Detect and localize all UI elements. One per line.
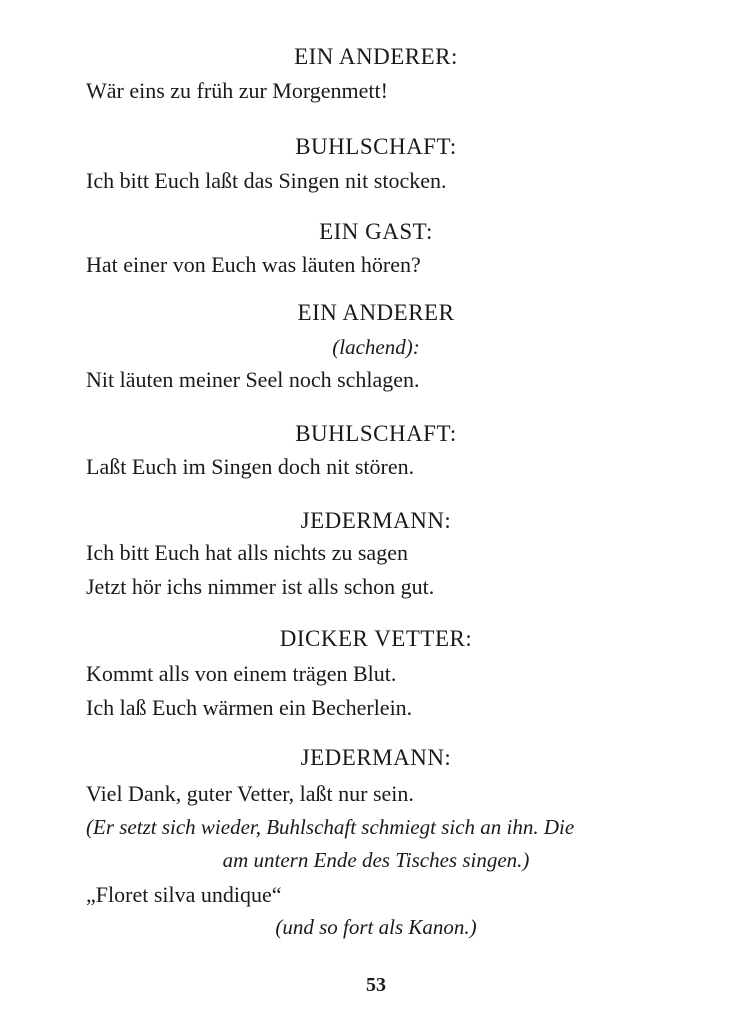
verse-line: Ich bitt Euch hat alls nichts zu sagen xyxy=(86,540,408,565)
stage-direction: (lachend): xyxy=(332,335,420,359)
speaker-name: BUHLSCHAFT: xyxy=(295,421,457,446)
verse-line: Hat einer von Euch was läuten hören? xyxy=(86,252,421,277)
speaker-name: EIN ANDERER xyxy=(297,300,455,325)
stage-direction: (und so fort als Kanon.) xyxy=(275,915,477,939)
verse-line: Ich laß Euch wärmen ein Becherlein. xyxy=(86,695,413,720)
speaker-name: EIN ANDERER: xyxy=(294,44,458,69)
speaker-name: JEDERMANN: xyxy=(300,745,452,770)
verse-line: Ich bitt Euch laßt das Singen nit stocken. xyxy=(86,168,447,193)
speaker-name: JEDERMANN: xyxy=(300,508,452,533)
verse-line: Kommt alls von einem trägen Blut. xyxy=(86,661,397,686)
verse-line: Wär eins zu früh zur Morgenmett! xyxy=(86,78,388,103)
verse-line: Nit läuten meiner Seel noch schlagen. xyxy=(86,367,420,392)
stage-direction: (Er setzt sich wieder, Buhlschaft schmiegt sich an ihn. Die xyxy=(86,815,575,839)
verse-line: Jetzt hör ichs nimmer ist alls schon gut. xyxy=(86,574,435,599)
verse-line: Viel Dank, guter Vetter, laßt nur sein. xyxy=(86,781,414,806)
song-line: „Floret silva undique“ xyxy=(86,882,282,907)
verse-line: Laßt Euch im Singen doch nit stören. xyxy=(86,454,415,479)
speaker-name: DICKER VETTER: xyxy=(279,626,473,651)
stage-direction: am untern Ende des Tisches singen.) xyxy=(222,848,530,872)
speaker-name: EIN GAST: xyxy=(319,219,433,244)
speaker-name: BUHLSCHAFT: xyxy=(295,134,457,159)
page-number: 53 xyxy=(366,974,386,996)
